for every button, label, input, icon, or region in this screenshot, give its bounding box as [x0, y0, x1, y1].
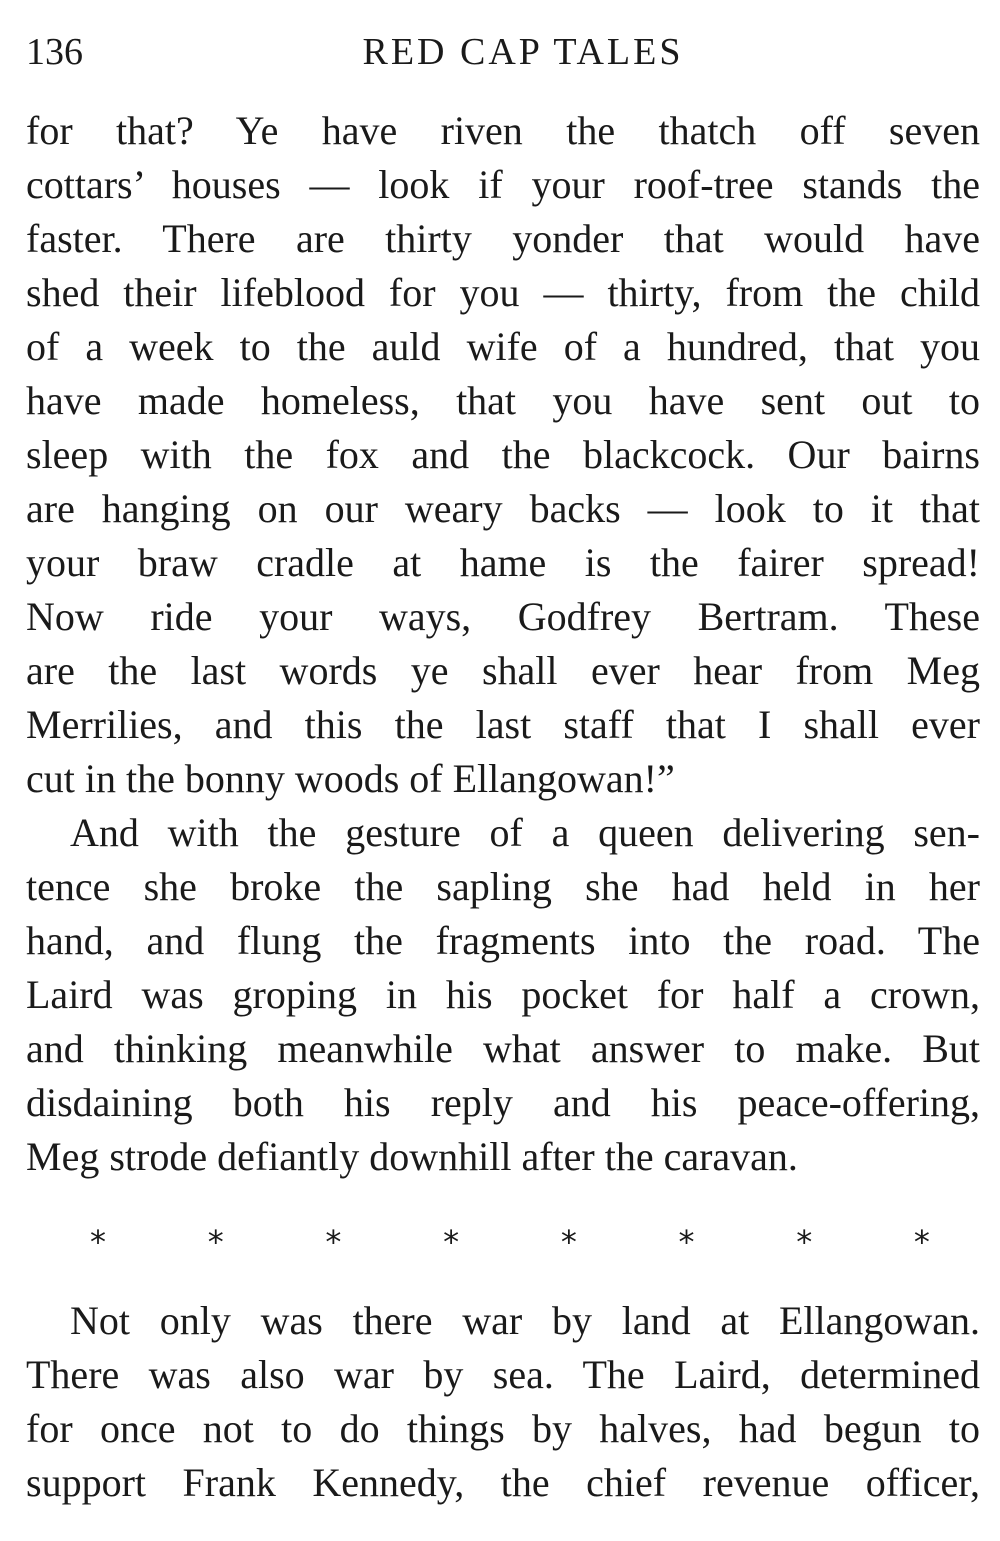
text-line: sleep with the fox and the blackcock. Our bairns	[26, 432, 980, 477]
text-line: your braw cradle at hame is the fairer spread!	[26, 540, 980, 585]
running-title: RED CAP TALES	[362, 31, 684, 73]
text-line: hand, and flung the fragments into the road. The	[26, 918, 980, 963]
text-line: faster. There are thirty yonder that would have	[26, 216, 980, 261]
section-separator	[90, 1222, 930, 1262]
text-line: disdaining both his reply and his peace-offering,	[26, 1080, 980, 1125]
text-line: of a week to the auld wife of a hundred, that you	[26, 324, 980, 369]
text-line: have made homeless, that you have sent out to	[26, 378, 980, 423]
text-line: cut in the bonny woods of Ellangowan!”	[26, 756, 675, 801]
asterisk: *	[207, 1223, 224, 1261]
asterisk: *	[796, 1223, 813, 1261]
asterisk: *	[913, 1223, 930, 1261]
asterisk: *	[678, 1223, 695, 1261]
text-line: Meg strode defiantly downhill after the caravan.	[26, 1134, 798, 1179]
asterisk: *	[325, 1223, 342, 1261]
text-line: support Frank Kennedy, the chief revenue officer,	[26, 1460, 980, 1505]
text-line: are hanging on our weary backs — look to it that	[26, 486, 980, 531]
text-line: tence she broke the sapling she had held in her	[26, 864, 980, 909]
text-line: Now ride your ways, Godfrey Bertram. These	[26, 594, 980, 639]
text-line: cottars’ houses — look if your roof-tree stands the	[26, 162, 980, 207]
text-line: Merrilies, and this the last staff that I shall ever	[26, 702, 980, 747]
text-line: are the last words ye shall ever hear from Meg	[26, 648, 980, 693]
text-line: shed their lifeblood for you — thirty, from the child	[26, 270, 980, 315]
text-line: Not only was there war by land at Ellangowan.	[70, 1298, 980, 1343]
page-number: 136	[26, 31, 83, 73]
text-line: for that? Ye have riven the thatch off seven	[26, 108, 980, 153]
text-line: And with the gesture of a queen delivering sen-	[70, 810, 980, 855]
text-line: for once not to do things by halves, had begun to	[26, 1406, 980, 1451]
text-line: There was also war by sea. The Laird, determined	[26, 1352, 980, 1397]
asterisk: *	[90, 1223, 106, 1261]
asterisk: *	[443, 1223, 460, 1261]
asterisk: *	[560, 1223, 577, 1261]
running-head	[26, 24, 980, 80]
text-line: and thinking meanwhile what answer to make. But	[26, 1026, 980, 1071]
text-line: Laird was groping in his pocket for half a crown,	[26, 972, 980, 1017]
